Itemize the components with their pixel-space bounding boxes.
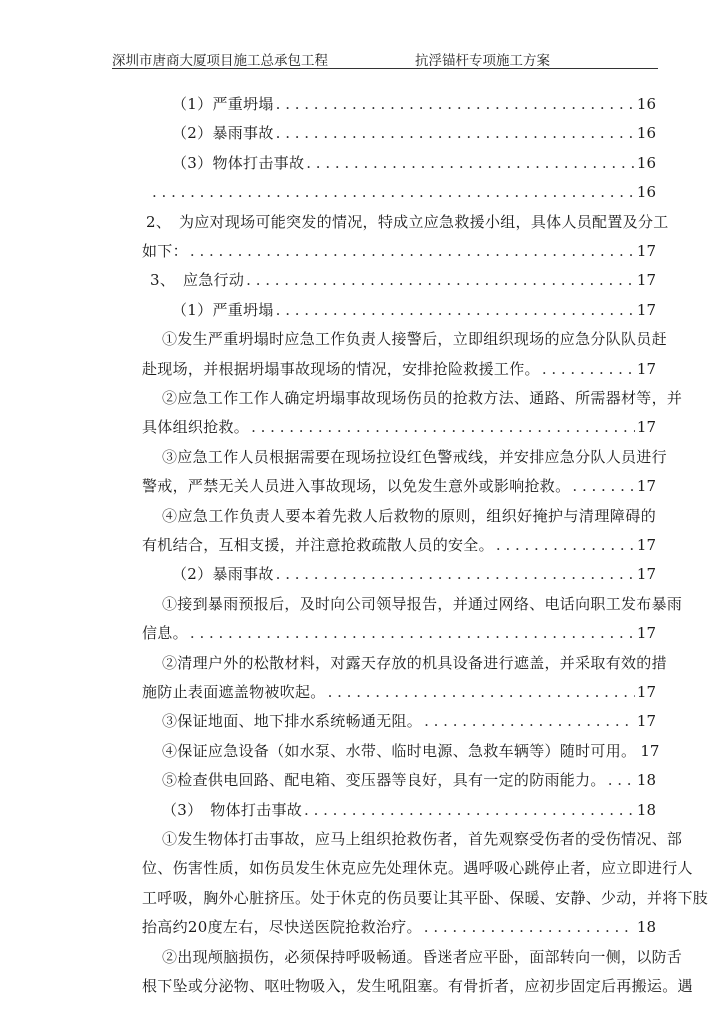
toc-page-number: 17 bbox=[636, 712, 656, 730]
dot-leader bbox=[424, 709, 635, 733]
toc-line bbox=[172, 562, 656, 586]
dot-leader bbox=[572, 474, 635, 498]
toc-line bbox=[162, 739, 660, 763]
toc-line-text: （3）物体打击事故 bbox=[172, 154, 305, 172]
dot-leader bbox=[152, 180, 635, 204]
toc-line-text: 工呼吸，胸外心脏挤压。处于休克的伤员要让其平卧、保暖、安静、少动，并将下肢 bbox=[142, 889, 709, 907]
dot-leader bbox=[496, 533, 635, 557]
toc-line bbox=[162, 327, 667, 351]
toc-line-text: （2）暴雨事故 bbox=[172, 565, 274, 583]
toc-line bbox=[162, 709, 656, 733]
toc-page-number: 16 bbox=[636, 154, 656, 172]
dot-leader bbox=[306, 151, 635, 175]
toc-page-number: 17 bbox=[640, 742, 660, 760]
header-divider bbox=[112, 68, 658, 69]
toc-line-text: （3） 物体打击事故 bbox=[162, 801, 303, 819]
toc-page-number: 17 bbox=[636, 683, 656, 701]
dot-leader bbox=[542, 357, 635, 381]
toc-line bbox=[142, 974, 693, 998]
toc-line-text: 具体组织抢救。 bbox=[142, 418, 250, 436]
toc-line bbox=[150, 268, 656, 292]
toc-line-text: 信息。 bbox=[142, 624, 188, 642]
toc-line-text: ②应急工作工作人确定坍塌事故现场伤员的抢救方法、通路、所需器材等，并 bbox=[162, 389, 683, 407]
toc-line-text: （2）暴雨事故 bbox=[172, 124, 274, 142]
toc-line-text: （1）严重坍塌 bbox=[172, 301, 274, 319]
toc-line-text: 2、 为应对现场可能突发的情况，特成立应急救援小组，具体人员配置及分工 bbox=[146, 213, 669, 231]
toc-page-number: 17 bbox=[636, 477, 656, 495]
toc-line bbox=[142, 239, 656, 263]
toc-page-number: 17 bbox=[636, 271, 656, 289]
toc-line-text: 根下坠或分泌物、呕吐物吸入，发生吼阻塞。有骨折者，应初步固定后再搬运。遇 bbox=[142, 977, 693, 995]
toc-line bbox=[172, 298, 656, 322]
header-document-title: 抗浮锚杆专项施工方案 bbox=[415, 53, 550, 69]
toc-page-number: 17 bbox=[636, 565, 656, 583]
dot-leader bbox=[304, 798, 635, 822]
toc-line bbox=[162, 504, 656, 528]
toc-line-text: 警戒，严禁无关人员进入事故现场，以免发生意外或影响抢救。 bbox=[142, 477, 571, 495]
toc-line bbox=[142, 415, 656, 439]
dot-leader bbox=[276, 121, 635, 145]
dot-leader bbox=[190, 621, 635, 645]
dot-leader bbox=[424, 915, 635, 939]
toc-line-text: ①接到暴雨预报后，及时向公司领导报告，并通过网络、电话向职工发布暴雨 bbox=[162, 595, 683, 613]
toc-line bbox=[172, 92, 656, 116]
dot-leader bbox=[608, 768, 635, 792]
toc-line-text: 赴现场，并根据坍塌事故现场的情况，安排抢险救援工作。 bbox=[142, 360, 540, 378]
toc-line-text: 抬高约20度左右，尽快送医院抢救治疗。 bbox=[142, 918, 422, 936]
toc-line bbox=[142, 357, 656, 381]
dot-leader bbox=[276, 562, 635, 586]
toc-line bbox=[162, 827, 683, 851]
toc-page-number: 16 bbox=[636, 183, 656, 201]
toc-line bbox=[162, 445, 667, 469]
toc-line-text: ③保证地面、地下排水系统畅通无阻。 bbox=[162, 712, 423, 730]
dot-leader bbox=[251, 415, 635, 439]
toc-page-number: 17 bbox=[636, 536, 656, 554]
toc-line bbox=[162, 651, 667, 675]
toc-page-number: 17 bbox=[636, 360, 656, 378]
toc-line bbox=[146, 210, 669, 234]
toc-line bbox=[142, 856, 693, 880]
toc-line bbox=[162, 768, 656, 792]
toc-line bbox=[142, 680, 656, 704]
toc-line bbox=[172, 121, 656, 145]
toc-line-text: ③应急工作人员根据需要在现场拉设红色警戒线，并安排应急分队人员进行 bbox=[162, 448, 667, 466]
toc-line bbox=[142, 886, 709, 910]
toc-line bbox=[142, 533, 656, 557]
toc-line bbox=[172, 151, 656, 175]
dot-leader bbox=[190, 239, 635, 263]
toc-line-text: ①发生物体打击事故，应马上组织抢救伤者，首先观察受伤者的受伤情况、部 bbox=[162, 830, 683, 848]
toc-line-text: ①发生严重坍塌时应急工作负责人接警后，立即组织现场的应急分队队员赶 bbox=[162, 330, 667, 348]
toc-line-text: 施防止表面遮盖物被吹起。 bbox=[142, 683, 326, 701]
toc-page-number: 16 bbox=[636, 95, 656, 113]
toc-line bbox=[162, 945, 683, 969]
toc-line-text: ②清理户外的松散材料，对露天存放的机具设备进行遮盖，并采取有效的措 bbox=[162, 654, 667, 672]
toc-line bbox=[142, 621, 656, 645]
toc-line bbox=[142, 474, 656, 498]
toc-page-number: 16 bbox=[636, 124, 656, 142]
dot-leader bbox=[328, 680, 635, 704]
toc-page-number: 17 bbox=[636, 301, 656, 319]
toc-line-text: 3、 应急行动 bbox=[150, 271, 245, 289]
toc-page-number: 17 bbox=[636, 418, 656, 436]
toc-line bbox=[142, 915, 656, 939]
dot-leader bbox=[276, 298, 635, 322]
toc-page-number: 17 bbox=[636, 242, 656, 260]
toc-line bbox=[162, 798, 656, 822]
toc-page-number: 17 bbox=[636, 624, 656, 642]
toc-line bbox=[150, 180, 656, 204]
toc-line-text: 如下： bbox=[142, 242, 188, 260]
toc-line-text: （1）严重坍塌 bbox=[172, 95, 274, 113]
header-project-title: 深圳市唐商大厦项目施工总承包工程 bbox=[112, 53, 328, 69]
toc-line-text: ②出现颅脑损伤，必须保持呼吸畅通。昏迷者应平卧，面部转向一侧，以防舌 bbox=[162, 948, 683, 966]
toc-line-text: ⑤检查供电回路、配电箱、变压器等良好，具有一定的防雨能力。 bbox=[162, 771, 606, 789]
dot-leader bbox=[246, 268, 635, 292]
toc-page-number: 18 bbox=[636, 771, 656, 789]
toc-line-text: ④保证应急设备（如水泵、水带、临时电源、急救车辆等）随时可用。 bbox=[162, 742, 637, 760]
toc-line-text: ④应急工作负责人要本着先救人后救物的原则，组织好掩护与清理障碍的 bbox=[162, 507, 656, 525]
toc-page-number: 18 bbox=[636, 918, 656, 936]
page-header bbox=[112, 48, 658, 68]
toc-line bbox=[162, 592, 683, 616]
toc-line-text: 有机结合，互相支援，并注意抢救疏散人员的安全。 bbox=[142, 536, 494, 554]
toc-page-number: 18 bbox=[636, 801, 656, 819]
dot-leader bbox=[276, 92, 635, 116]
toc-line-text: 位、伤害性质，如伤员发生休克应先处理休克。遇呼吸心跳停止者，应立即进行人 bbox=[142, 859, 693, 877]
toc-line bbox=[162, 386, 683, 410]
